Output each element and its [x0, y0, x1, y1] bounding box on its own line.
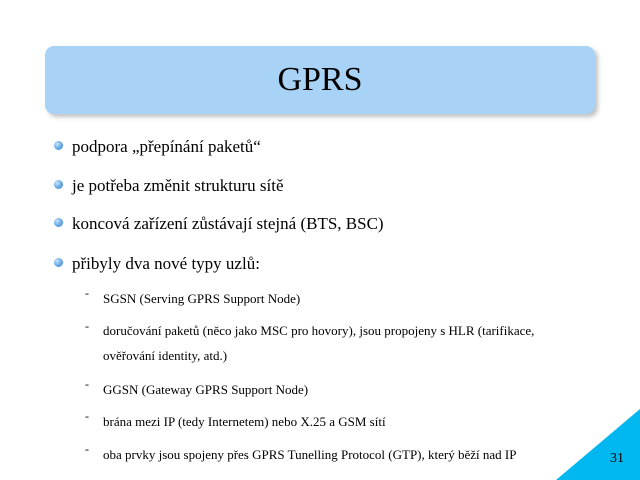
- sub-bullet-item: doručování paketů (něco jako MSC pro hovory), jsou propojeny s HLR (tarifikace,: [103, 323, 535, 338]
- bullet-dot-icon: [54, 141, 63, 150]
- bullet-item: podpora „přepínání paketů“: [72, 137, 261, 156]
- sub-bullet-dash: -: [85, 286, 89, 300]
- corner-triangle: [556, 409, 640, 480]
- sub-bullet-dash: -: [85, 442, 89, 456]
- bullet-dot-icon: [54, 180, 63, 189]
- sub-bullet-item: GGSN (Gateway GPRS Support Node): [103, 382, 309, 397]
- bullet-dot-icon: [54, 258, 63, 267]
- sub-bullet-item: SGSN (Serving GPRS Support Node): [103, 291, 301, 306]
- sub-bullet-item: oba prvky jsou spojeny přes GPRS Tunelling Protocol (GTP), který běží nad IP: [103, 447, 517, 462]
- bullet-item: přibyly dva nové typy uzlů:: [72, 254, 260, 273]
- slide-title: GPRS: [277, 61, 363, 98]
- bullet-item: koncová zařízení zůstávají stejná (BTS, BSC): [72, 214, 384, 233]
- bullet-dot-icon: [54, 218, 63, 227]
- bullet-item: je potřeba změnit strukturu sítě: [72, 176, 284, 195]
- sub-bullet-item: brána mezi IP (tedy Internetem) nebo X.25 a GSM sítí: [103, 414, 386, 429]
- sub-bullet-item-continuation: ověřování identity, atd.): [103, 348, 228, 363]
- sub-bullet-dash: -: [85, 377, 89, 391]
- page-number: 31: [610, 451, 624, 466]
- sub-bullet-dash: -: [85, 409, 89, 423]
- sub-bullet-dash: -: [85, 319, 89, 333]
